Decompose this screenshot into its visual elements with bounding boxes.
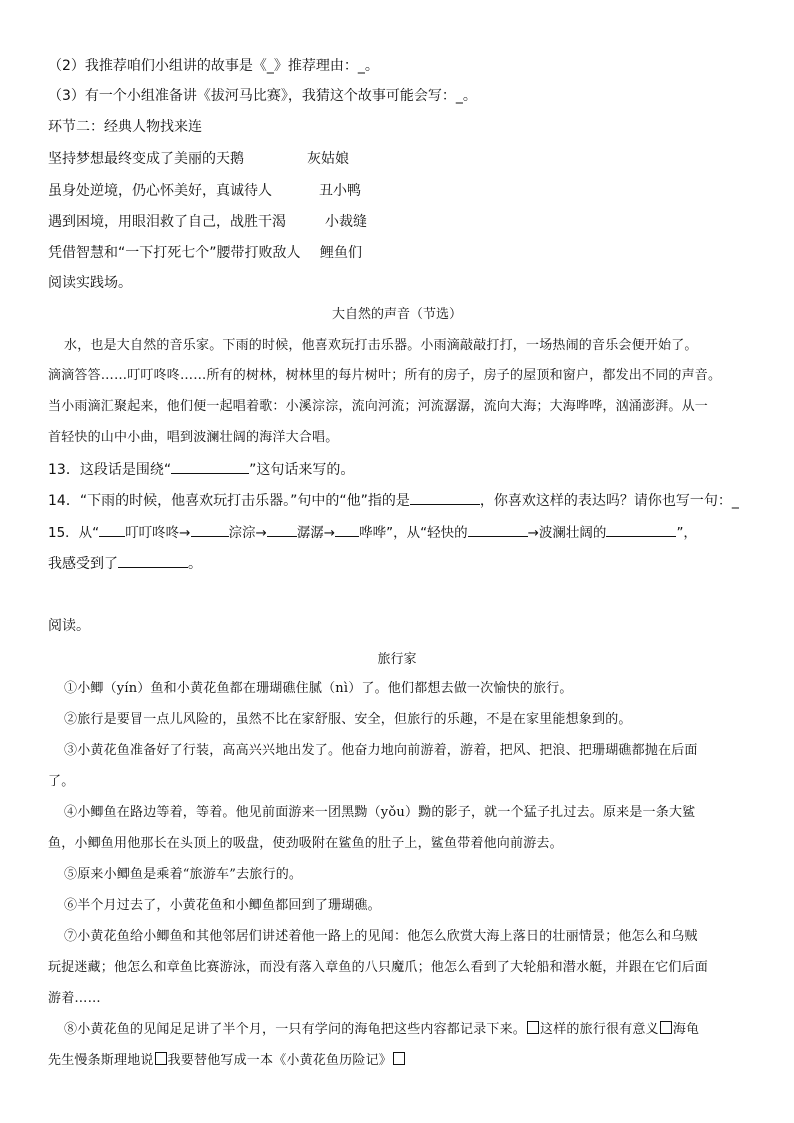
match-left-item: 虽身处逆境，仍心怀美好，真诚待人: [48, 183, 272, 199]
answer-blank[interactable]: [267, 522, 297, 537]
question-15-part: →波澜壮阔的: [527, 525, 607, 541]
question-14-post: ，你喜欢这样的表达吗？请你也写一句：_: [479, 493, 739, 509]
passage-line: 游着……: [48, 991, 101, 1006]
passage-fragment: 先生慢条斯理地说: [48, 1053, 154, 1068]
match-right-item: 丑小鸭: [319, 183, 361, 199]
question-14-pre: 14．“下雨的时候，他喜欢玩打击乐器。”句中的“他”指的是: [48, 493, 410, 509]
passage-line: [64, 1020, 699, 1040]
match-right-item: 灰姑娘: [307, 151, 349, 167]
passage-line: ⑦小黄花鱼给小鲫鱼和其他邻居们讲述着他一路上的见闻：他怎么欣赏大海上落日的壮丽情景；他怎么和乌贼: [64, 929, 698, 944]
answer-blank[interactable]: [606, 522, 676, 537]
answer-blank[interactable]: [335, 522, 359, 537]
punctuation-box[interactable]: [155, 1052, 167, 1065]
question-15-part: 哗哗”，从“轻快的: [359, 525, 468, 541]
question-13-pre: 13．这段话是围绕“: [48, 462, 172, 478]
reading-intro: 阅读。: [48, 618, 90, 634]
passage-title: 旅行家: [377, 652, 417, 667]
passage-fragment: 海龟: [672, 1022, 700, 1037]
match-right-item: 鲤鱼们: [320, 245, 362, 261]
answer-blank[interactable]: [410, 490, 480, 505]
question-13-post: ”这句话来写的。: [249, 462, 355, 478]
question-15-part: 15．从“: [48, 525, 100, 541]
passage-line: 水，也是大自然的音乐家。下雨的时候，他喜欢玩打击乐器。小雨滴敲敲打打，一场热闹的音乐会便开始了。: [64, 338, 698, 353]
passage-line: ①小鲫（yín）鱼和小黄花鱼都在珊瑚礁住腻（nì）了。他们都想去做一次愉快的旅行。: [64, 681, 573, 696]
passage-fragment: ⑧小黄花鱼的见闻足足讲了半个月，一只有学问的海龟把这些内容都记录下来。: [64, 1022, 527, 1037]
passage-line: 滴滴答答……叮叮咚咚……所有的树林，树林里的每片树叶；所有的房子，房子的屋顶和窗户，都发出不同的声音。: [48, 368, 722, 383]
question-15-part: 我感受到了: [48, 556, 118, 572]
answer-blank[interactable]: [99, 522, 125, 537]
passage-fragment: 这样的旅行很有意义: [540, 1022, 659, 1037]
passage-line: 玩捉迷藏；他怎么和章鱼比赛游泳，而没有落入章鱼的八只魔爪；他怎么看到了大轮船和潜水艇，并跟在它们后面: [48, 960, 709, 975]
match-left-item: 坚持梦想最终变成了美丽的天鹅: [48, 151, 244, 167]
question-15-part: 淙淙→: [228, 525, 267, 541]
answer-blank[interactable]: [118, 553, 188, 568]
answer-blank[interactable]: [468, 522, 528, 537]
question-15-part: 叮叮咚咚→: [125, 525, 191, 541]
punctuation-box[interactable]: [393, 1052, 405, 1065]
question-3: （3）有一个小组准备讲《拔河马比赛》，我猜这个故事可能会写：_。: [48, 88, 477, 104]
question-15-part: 潺潺→: [296, 525, 336, 541]
passage-line: [48, 1051, 406, 1071]
passage-line: ⑤原来小鲫鱼是乘着“旅游车”去旅行的。: [64, 867, 303, 882]
question-15-part: ”，: [676, 525, 697, 541]
question-15: [48, 522, 697, 543]
punctuation-box[interactable]: [660, 1021, 672, 1034]
punctuation-box[interactable]: [527, 1021, 539, 1034]
passage-line: 首轻快的山中小曲，唱到波澜壮阔的海洋大合唱。: [48, 430, 339, 445]
match-left-item: 遇到困境，用眼泪救了自己，战胜干渴: [48, 214, 286, 230]
question-14: [48, 490, 739, 511]
passage-line: ③小黄花鱼准备好了行装，高高兴兴地出发了。他奋力地向前游着，游着，把风、把浪、把珊瑚礁都抛在后面: [64, 743, 698, 758]
passage-line: 了。: [48, 774, 75, 789]
passage-line: ②旅行是要冒一点儿风险的，虽然不比在家舒服、安全，但旅行的乐趣，不是在家里能想象到的。: [64, 712, 632, 727]
answer-blank[interactable]: [171, 459, 249, 474]
question-13: [48, 459, 354, 480]
passage-fragment: 我要替他写成一本《小黄花鱼历险记》: [167, 1053, 393, 1068]
practice-intro: 阅读实践场。: [48, 275, 132, 291]
question-2: （2）我推荐咱们小组讲的故事是《_》推荐理由：_。: [48, 58, 379, 74]
match-left-item: 凭借智慧和“一下打死七个”腰带打败敌人: [48, 245, 301, 261]
match-right-item: 小裁缝: [325, 214, 367, 230]
answer-blank[interactable]: [191, 522, 229, 537]
passage-title: 大自然的声音（节选）: [331, 307, 462, 322]
question-15-part: 。: [188, 556, 202, 572]
question-15-line2: [48, 553, 202, 574]
passage-line: 鱼，小鲫鱼用他那长在头顶上的吸盘，使劲吸附在鲨鱼的肚子上，鲨鱼带着他向前游去。: [48, 836, 563, 851]
passage-line: 当小雨滴汇聚起来，他们便一起唱着歌：小溪淙淙，流向河流；河流潺潺，流向大海；大海哗哗，汹涌澎湃。从一: [48, 399, 709, 414]
passage-line: ④小鲫鱼在路边等着，等着。他见前面游来一团黑黝（yǒu）黝的影子，就一个猛子扎过去。原来是一条大鲨: [64, 805, 696, 820]
passage-line: ⑥半个月过去了，小黄花鱼和小鲫鱼都回到了珊瑚礁。: [64, 898, 381, 913]
section-title: 环节二：经典人物找来连: [48, 119, 202, 135]
